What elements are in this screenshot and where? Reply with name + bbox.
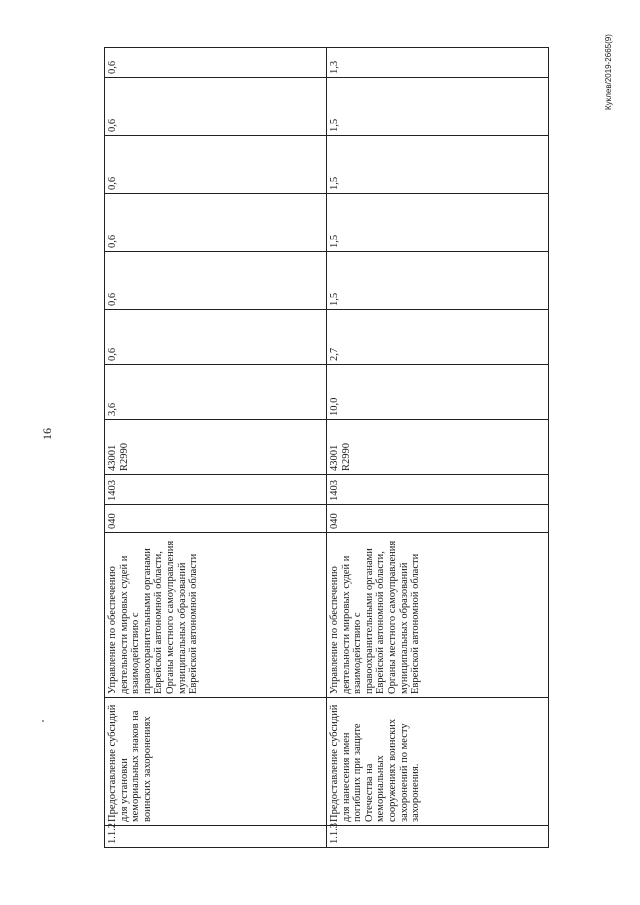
section-code: 1403 — [105, 475, 327, 505]
executor: Управление по обеспечению деятельности мировых судей и взаимодействию с правоохранительными органами Еврейской автономной области, Органы местного самоуправления муниципальных образований Еврейской автономной области — [327, 533, 549, 698]
year-value: 0,6 — [105, 48, 327, 78]
executor: Управление по обеспечению деятельности мировых судей и взаимодействию с правоохранительными органами Еврейской автономной области, Органы местного самоуправления муниципальных образований Еврейской автономной области — [105, 533, 327, 698]
row-number: 1.1.3 — [327, 826, 549, 848]
table-row — [105, 48, 327, 848]
event-name: Предоставление субсидий для установки мемориальных знаков на воинских захоронениях — [105, 698, 327, 826]
grbs-code: 040 — [105, 505, 327, 533]
year-value: 0,6 — [105, 194, 327, 252]
budget-table — [104, 47, 549, 848]
document-stamp: Куклев/2019-2665(9) — [604, 34, 613, 110]
margin-mark — [42, 720, 44, 722]
table-row — [327, 48, 549, 848]
grbs-code: 040 — [327, 505, 549, 533]
csr-code: 43001 R2990 — [327, 420, 549, 475]
page-number: 16 — [40, 428, 54, 440]
year-value: 2,7 — [327, 310, 549, 365]
budget-table-container — [104, 48, 549, 848]
year-value: 1,5 — [327, 252, 549, 310]
year-value: 1,5 — [327, 78, 549, 136]
row-number: 1.1.2 — [105, 826, 327, 848]
year-value: 0,6 — [105, 252, 327, 310]
total-value: 10,0 — [327, 365, 549, 420]
section-code: 1403 — [327, 475, 549, 505]
csr-code: 43001 R2990 — [105, 420, 327, 475]
year-value: 0,6 — [105, 310, 327, 365]
year-value: 0,6 — [105, 136, 327, 194]
year-value: 1,5 — [327, 194, 549, 252]
total-value: 3,6 — [105, 365, 327, 420]
year-value: 1,5 — [327, 136, 549, 194]
year-value: 0,6 — [105, 78, 327, 136]
year-value: 1,3 — [327, 48, 549, 78]
event-name: Предоставление субсидий для нанесения имен погибших при защите Отечества на мемориальных сооружениях воинских захоронений по месту захоронения. — [327, 698, 549, 826]
